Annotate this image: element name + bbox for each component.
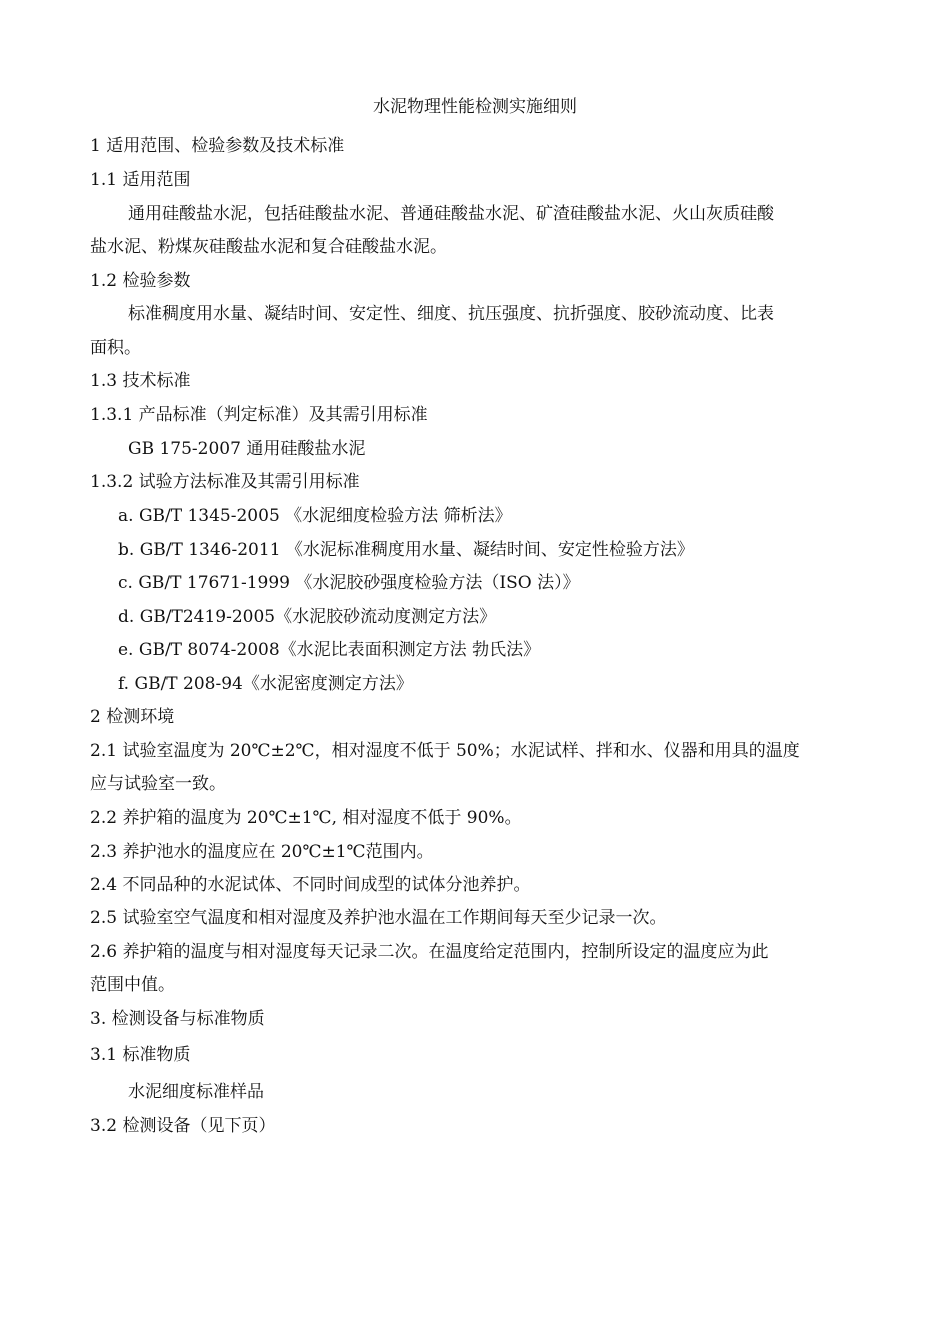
section-heading-2: 2 检测环境 [90,707,175,727]
paragraph-line: 2.2 养护箱的温度为 20℃±1℃, 相对湿度不低于 90%。 [90,808,522,828]
section-heading-1-3-1: 1.3.1 产品标准（判定标准）及其需引用标准 [90,405,428,425]
document-title: 水泥物理性能检测实施细则 [373,97,577,117]
section-heading-1-3: 1.3 技术标准 [90,371,191,391]
section-heading-3: 3. 检测设备与标准物质 [90,1009,265,1029]
paragraph-line: 2.5 试验室空气温度和相对湿度及养护池水温在工作期间每天至少记录一次。 [90,908,667,928]
paragraph-line: 2.6 养护箱的温度与相对湿度每天记录二次。在温度给定范围内，控制所设定的温度应为此 [90,942,769,962]
standard-item: GB 175-2007 通用硅酸盐水泥 [128,439,366,459]
paragraph-line: 2.4 不同品种的水泥试体、不同时间成型的试体分池养护。 [90,875,531,895]
paragraph-line: 2.1 试验室温度为 20℃±2℃，相对湿度不低于 50%；水泥试样、拌和水、仪器和用具的温度 [90,741,800,761]
list-item: b. GB/T 1346-2011 《水泥标准稠度用水量、凝结时间、安定性检验方法》 [118,540,694,560]
section-heading-1-2: 1.2 检验参数 [90,271,191,291]
paragraph-line: 2.3 养护池水的温度应在 20℃±1℃范围内。 [90,842,434,862]
section-heading-1-3-2: 1.3.2 试验方法标准及其需引用标准 [90,472,360,492]
paragraph-line: 面积。 [90,338,141,358]
paragraph-line: 标准稠度用水量、凝结时间、安定性、细度、抗压强度、抗折强度、胶砂流动度、比表 [128,304,774,324]
list-item: d. GB/T2419-2005《水泥胶砂流动度测定方法》 [118,607,497,627]
list-item: f. GB/T 208-94《水泥密度测定方法》 [118,674,413,694]
list-item: a. GB/T 1345-2005 《水泥细度检验方法 筛析法》 [118,506,512,526]
section-heading-3-1: 3.1 标准物质 [90,1045,191,1065]
list-item: c. GB/T 17671-1999 《水泥胶砂强度检验方法（ISO 法）》 [118,573,580,593]
paragraph-line: 范围中值。 [90,975,175,995]
paragraph-line: 水泥细度标准样品 [128,1082,264,1102]
paragraph-line: 盐水泥、粉煤灰硅酸盐水泥和复合硅酸盐水泥。 [90,237,447,257]
paragraph-line: 应与试验室一致。 [90,774,226,794]
section-heading-1-1: 1.1 适用范围 [90,170,191,190]
paragraph-line: 通用硅酸盐水泥，包括硅酸盐水泥、普通硅酸盐水泥、矿渣硅酸盐水泥、火山灰质硅酸 [128,204,774,224]
list-item: e. GB/T 8074-2008《水泥比表面积测定方法 勃氏法》 [118,640,541,660]
section-heading-3-2: 3.2 检测设备（见下页） [90,1116,276,1136]
section-heading-1: 1 适用范围、检验参数及技术标准 [90,136,345,156]
